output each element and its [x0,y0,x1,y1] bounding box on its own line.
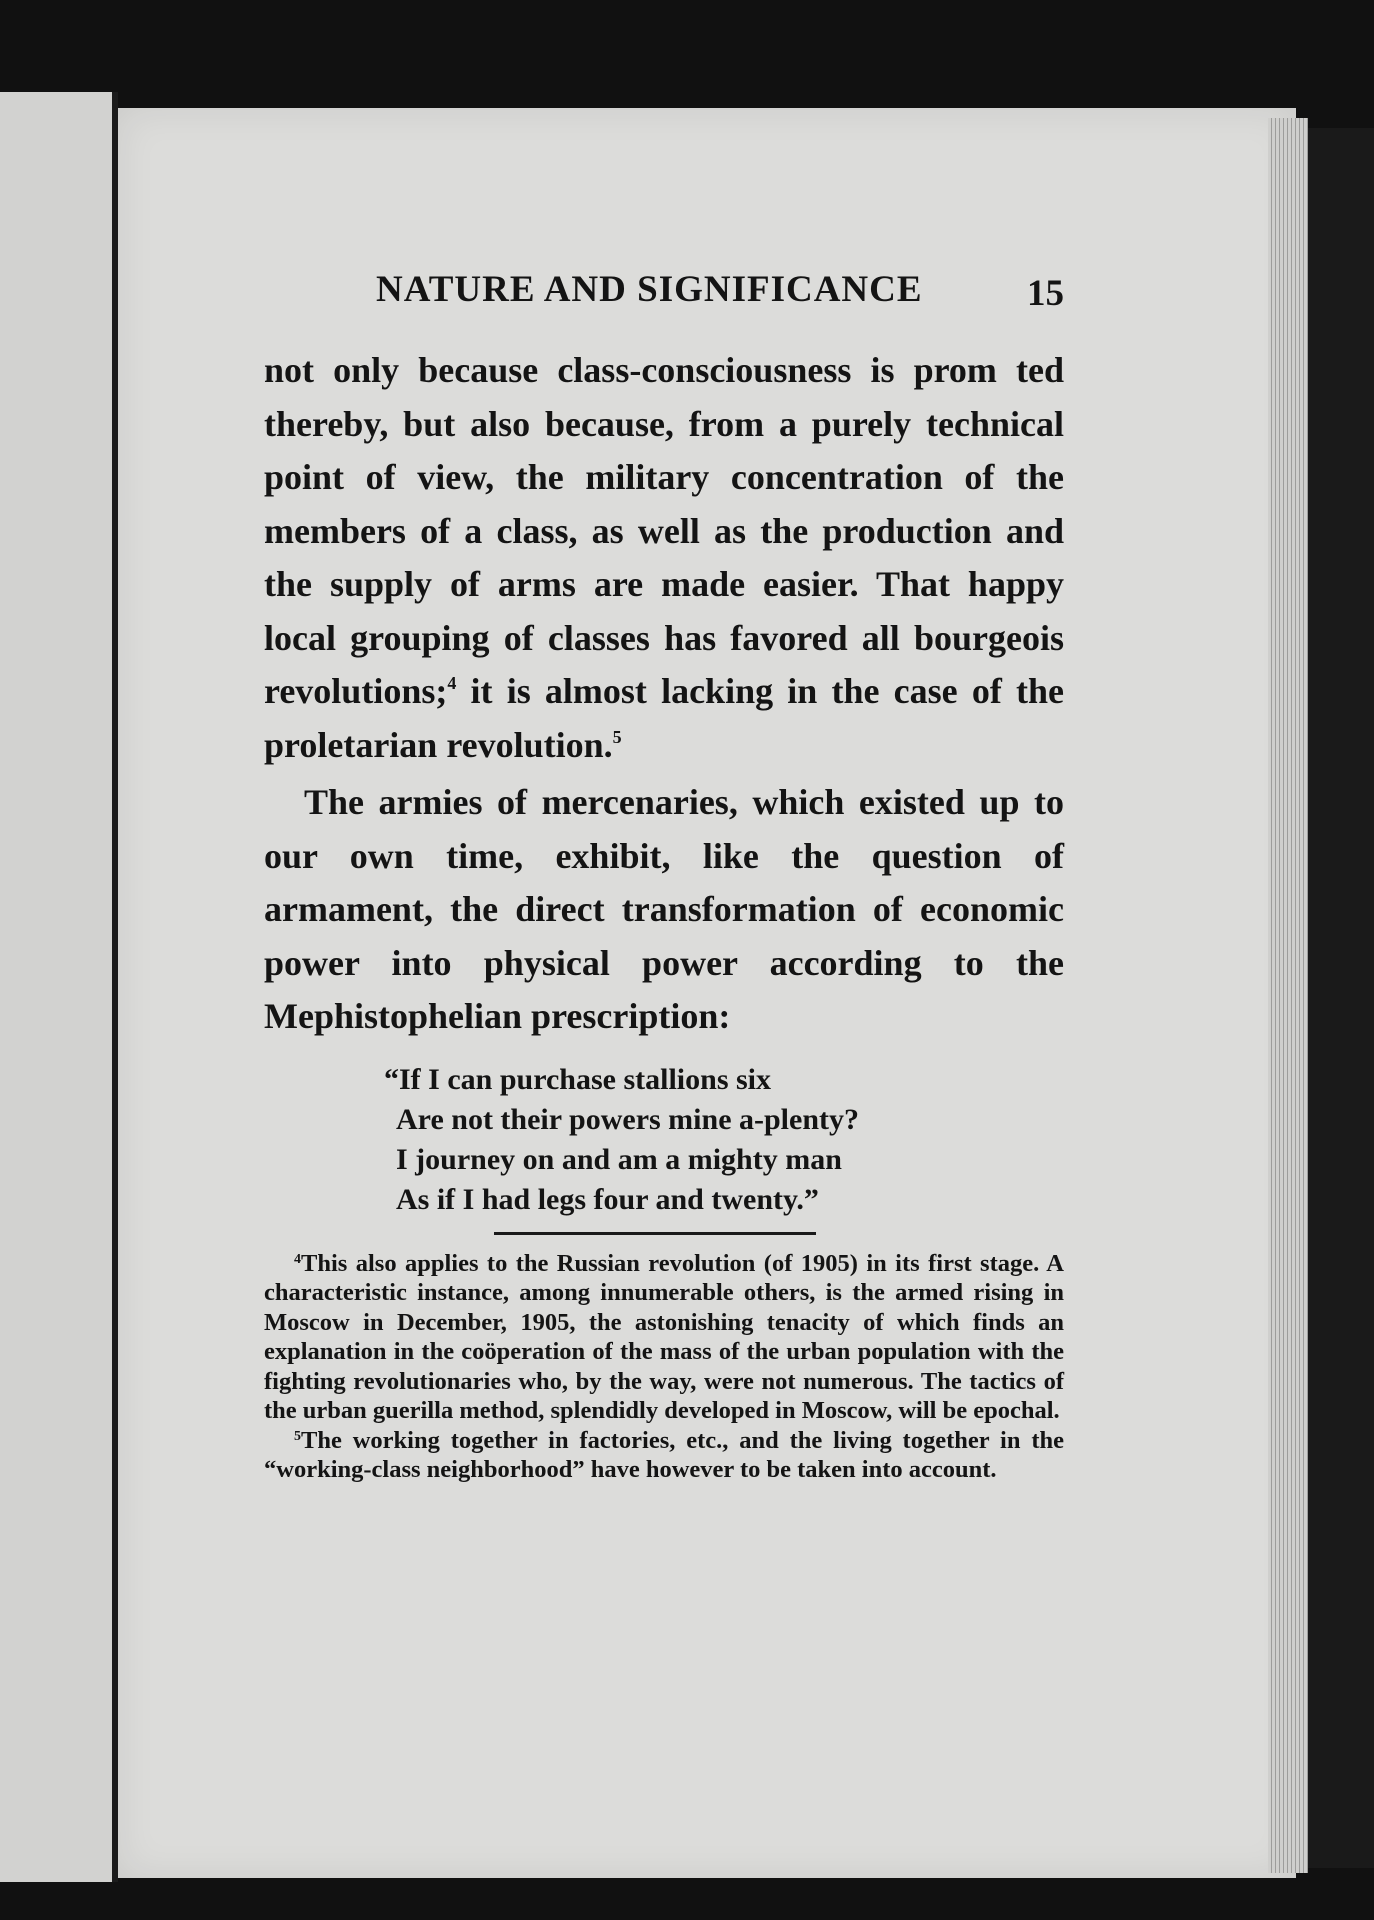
footnote-text: This also applies to the Russian revolution (of 1905) in its first stage. A characteristic instance, among innumerable others, is the armed rising in Moscow in December, 1905, the astonishing tenacity of which finds an explanation in the coöperation of the mass of the urban population with the fighting revolutionaries who, by the way, were not numerous. The tactics of the urban guerilla method, splendidly developed in Moscow, will be epochal. [264,1249,1064,1424]
running-head [376,268,1064,324]
paragraph-2: The armies of mercenaries, which existed up to our own time, exhibit, like the question of armament, the direct transformation of economic power into physical power according to the Mephistophelian prescription: [264,782,1064,1036]
footnote-ref-5: 5 [612,726,622,747]
footnote-5 [264,1426,1064,1485]
paragraph-1 [264,344,1064,772]
facing-page-edge [0,92,118,1882]
footnote-text: The working together in factories, etc., and the living together in the “working-class neighborhood” have however to be taken into account. [264,1426,1064,1483]
verse-quotation [384,1060,1064,1220]
footnote-divider [494,1232,816,1235]
footnote-ref-4: 4 [447,673,457,693]
page-stack-edge [1268,118,1308,1873]
verse-line: I journey on and am a mighty man [396,1142,842,1176]
verse-line: “If I can purchase stallions six [384,1062,772,1096]
paragraph-1-text-a: not only because class-consciousness is prom ted thereby, but also because, from a purely technical point of view, the military concentration of the members of a class, as well as the production and the supply of arms are made easier. That happy local grouping of classes has favored all bourgeois revolutions; [264,350,1064,711]
body-text [264,344,1064,1044]
running-title: NATURE AND SIGNIFICANCE [376,269,923,310]
paragraph-1-text-b: it is almost lacking in the case of the proletarian revolution. [264,671,1064,765]
footnote-mark: 5 [294,1428,301,1444]
page-number: 15 [1027,273,1064,314]
footnotes [264,1249,1064,1485]
footnote-4 [264,1249,1064,1426]
book-cover-edge [1308,128,1374,1868]
page-content [264,268,1064,1485]
verse-line: Are not their powers mine a-plenty? [396,1102,860,1136]
footnote-mark: 4 [294,1251,301,1267]
verse-line: As if I had legs four and twenty.” [396,1182,819,1216]
